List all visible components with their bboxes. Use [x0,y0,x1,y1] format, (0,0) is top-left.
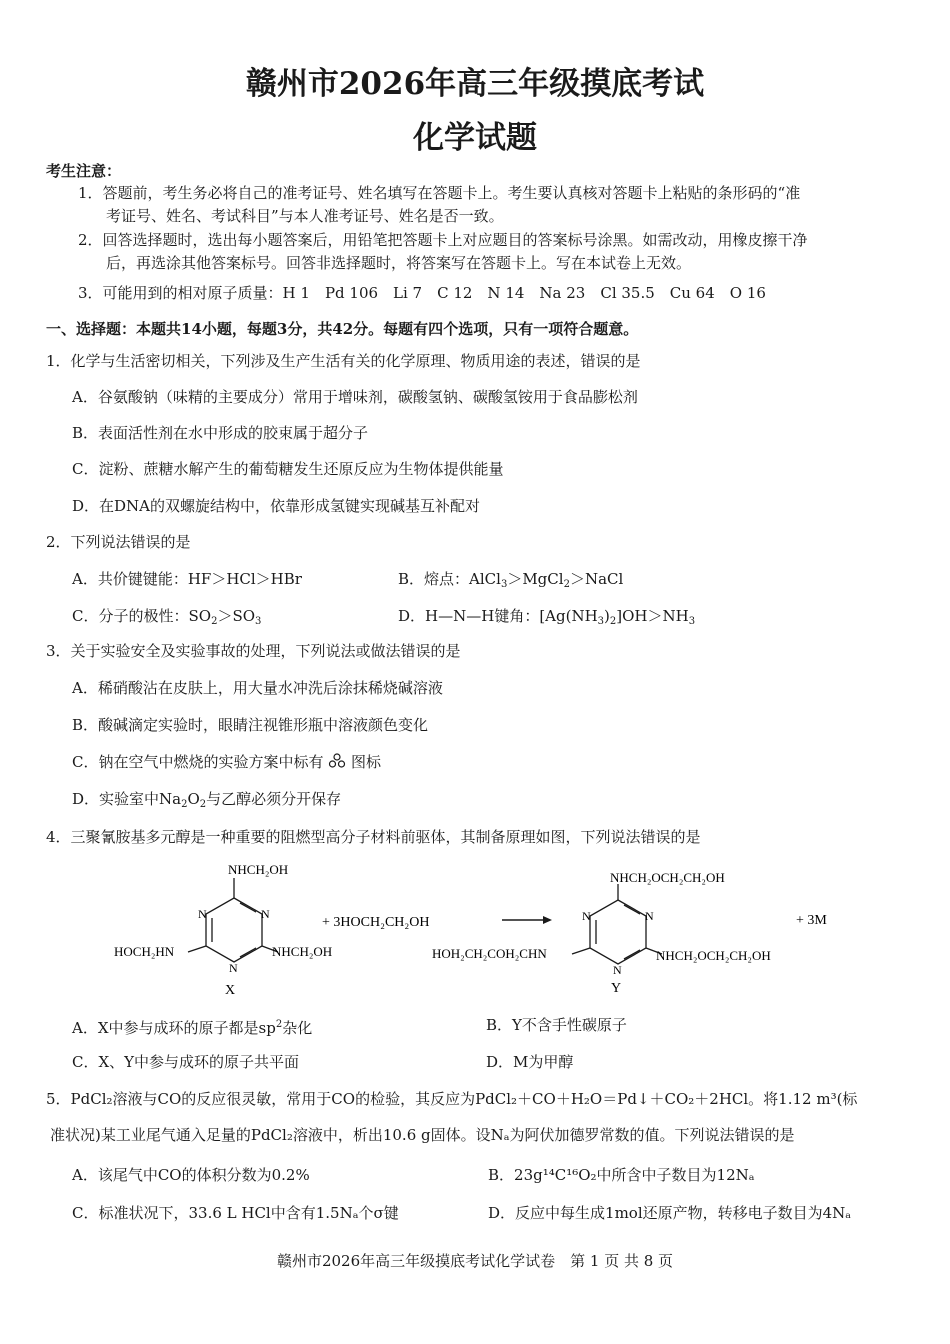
x-right-substituent: NHCH₂OH [272,944,333,959]
y-label: Y [611,981,622,996]
q4-option-a: A．X中参与成环的原子都是$sp^2$杂化 [72,1019,313,1037]
section-1-heading: 一、选择题：本题共14小题，每题3分，共42分。每题有四个选项，只有一项符合题意。 [46,320,639,338]
exam-title: 赣州市2026年高三年级摸底考试 [245,66,705,102]
q1-option-c: C．淀粉、蔗糖水解产生的葡萄糖发生还原反应为生物体提供能量 [72,460,504,478]
q2-option-a: A．共价键键能：HF＞HCl＞HBr [72,570,302,588]
q3-option-a: A．稀硝酸沾在皮肤上，用大量水冲洗后涂抹稀烧碱溶液 [72,679,443,697]
q2-stem: 2．下列说法错误的是 [46,533,191,551]
notice-item-2-line-2: 后，再选涂其他答案标号。回答非选择题时，将答案写在答题卡上。写在本试卷上无效。 [106,254,692,272]
y-left-substituent: HOH₂CH₂COH₂CHN [432,946,547,961]
notice-item-1-line-2: 考证号、姓名、考试科目”与本人准考证号、姓名是否一致。 [106,207,504,225]
q5-option-a: A．该尾气中CO的体积分数为0.2% [72,1166,310,1184]
q4-stem: 4．三聚氰胺基多元醇是一种重要的阻燃型高分子材料前驱体，其制备原理如图，下列说法错误的是 [46,828,701,846]
q5-stem-line-1: 5．PdCl₂溶液与CO的反应很灵敏，常用于CO的检验，其反应为PdCl₂＋CO＋H₂O＝Pd↓＋CO₂＋2HCl。将1.12 m³(标 [46,1090,858,1108]
x-ring-n-3: N [229,961,238,975]
q4-reaction-scheme [0,850,950,1010]
q2-option-b: B．熔点：AlCl$_3$＞MgCl$_2$＞NaCl [398,570,624,590]
q5-option-d: D．反应中每生成1mol还原产物，转移电子数目为4Nₐ [488,1204,852,1222]
y-right-substituent: NHCH₂OCH₂CH₂OH [656,948,771,963]
page-footer: 赣州市2026年高三年级摸底考试化学试卷 第 1 页 共 8 页 [276,1252,674,1270]
q4-option-b: B．Y不含手性碳原子 [486,1016,627,1034]
y-ring-n-2: N [645,909,654,923]
x-ring-n-2: N [261,907,270,921]
y-ring-n-3: N [613,963,622,977]
q1-option-a: A．谷氨酸钠（味精的主要成分）常用于增味剂，碳酸氢钠、碳酸氢铵用于食品膨松剂 [72,388,638,406]
reaction-arrow [502,916,552,924]
byproduct-text: + 3M [796,913,827,928]
q3-option-b: B．酸碱滴定实验时，眼睛注视锥形瓶中溶液颜色变化 [72,716,429,734]
notice-item-1-line-1: 1．答题前，考生务必将自己的准考证号、姓名填写在答题卡上。考生要认真核对答题卡上粘贴的条形码的“准 [78,184,801,202]
q3-stem: 3．关于实验安全及实验事故的处理，下列说法或做法错误的是 [46,642,461,660]
q2-option-c: C．分子的极性：$SO_2>SO_3$ [72,607,262,627]
q1-stem: 1．化学与生活密切相关，下列涉及生产生活有关的化学原理、物质用途的表述，错误的是 [46,352,641,370]
notice-item-3: 3．可能用到的相对原子质量：H 1 Pd 106 Li 7 C 12 N 14 Na 23 Cl 35.5 Cu 64 O 16 [78,284,766,302]
q4-option-c: C．X、Y中参与成环的原子共平面 [72,1053,300,1071]
x-ring-n-1: N [198,907,207,921]
notice-item-2-line-1: 2．回答选择题时，选出每小题答案后，用铅笔把答题卡上对应题目的答案标号涂黑。如需改动，用橡皮擦干净 [78,231,808,249]
q3-option-c: C．钠在空气中燃烧的实验方案中标有 图标 [72,753,382,771]
q3-option-d: D．实验室中$Na_2O_2$与乙醇必须分开保存 [72,790,342,810]
q5-option-b: B．23g¹⁴C¹⁶O₂中所含中子数目为12Nₐ [488,1166,755,1184]
q4-option-d: D．M为甲醇 [486,1053,574,1071]
x-left-substituent: HOCH₂HN [114,944,175,959]
x-label: X [225,983,236,998]
compound-y-ring [572,884,662,964]
q1-option-d: D．在DNA的双螺旋结构中，依靠形成氢键实现碱基互补配对 [72,497,481,515]
q2-option-d: D．H—N—H键角：$[Ag(NH_3)_2]OH>NH_3$ [398,607,696,627]
exam-subtitle: 化学试题 [413,120,537,156]
x-top-substituent: NHCH₂OH [228,862,289,877]
y-top-substituent: NHCH₂OCH₂CH₂OH [610,870,725,885]
reagent-text: + 3HOCH₂CH₂OH [322,915,430,930]
notice-heading: 考生注意： [46,162,122,180]
q5-stem-line-2: 准状况)某工业尾气通入足量的PdCl₂溶液中，析出10.6 g固体。设Nₐ为阿伏加德罗常数的值。下列说法错误的是 [50,1126,795,1144]
q5-option-c: C．标准状况下，33.6 L HCl中含有1.5Nₐ个σ键 [72,1204,399,1222]
y-ring-n-1: N [582,909,591,923]
q1-option-b: B．表面活性剂在水中形成的胶束属于超分子 [72,424,369,442]
heat-hazard-icon [328,753,346,769]
